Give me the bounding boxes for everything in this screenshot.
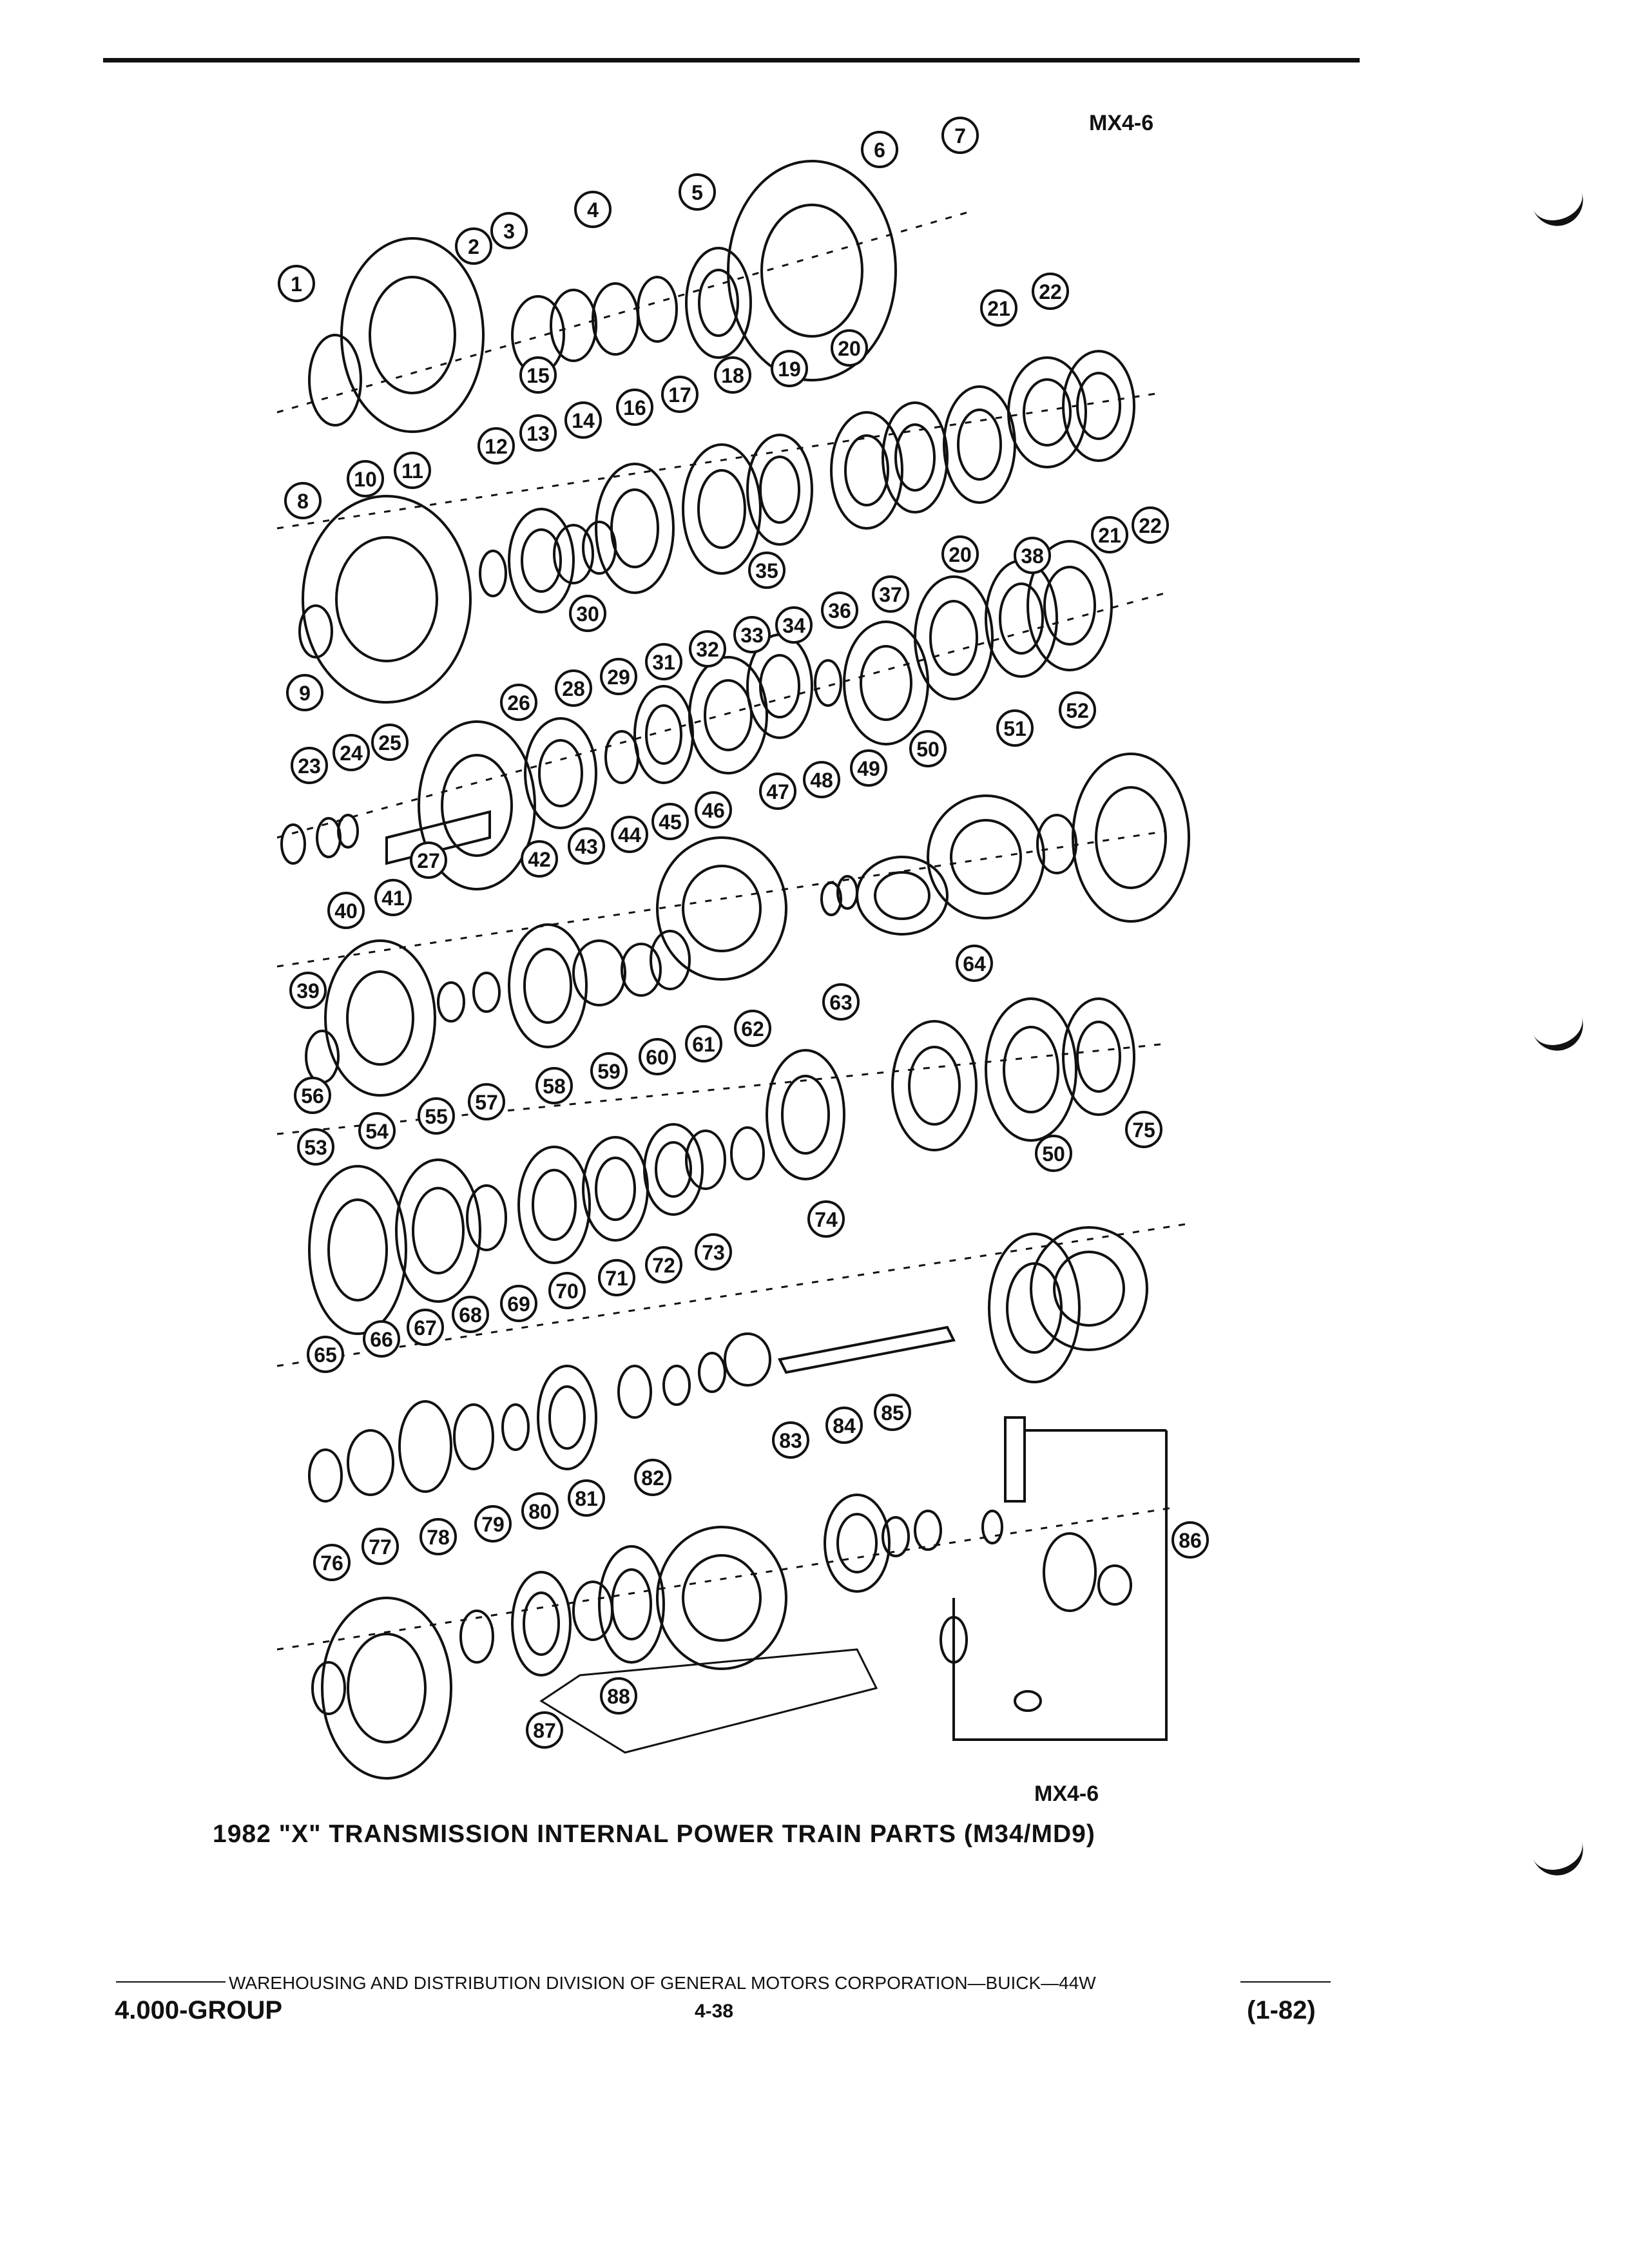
callout-number: 44 (618, 823, 641, 847)
callout-number: 41 (381, 887, 405, 910)
callout-number: 26 (507, 691, 530, 715)
callout-number: 43 (575, 835, 598, 858)
callout-number: 47 (766, 780, 789, 803)
footer-rule-right (1240, 1981, 1331, 1983)
part-bore (1000, 584, 1043, 653)
part-outline (686, 248, 751, 358)
callout-number: 36 (828, 599, 851, 622)
callout-number: 7 (954, 124, 966, 148)
callout-number: 60 (646, 1046, 669, 1069)
part-bore (838, 1514, 876, 1572)
callout-number: 22 (1139, 514, 1162, 537)
revision-date: (1-82) (1247, 1996, 1316, 2024)
part-outline (509, 509, 574, 612)
callout-number: 19 (778, 358, 801, 381)
part-outline (596, 464, 673, 593)
callout-number: 54 (365, 1120, 389, 1143)
callout-number: 55 (425, 1105, 448, 1128)
part-outline (915, 1511, 941, 1550)
part-bore (958, 410, 1001, 479)
part-outline (282, 825, 305, 863)
part-bore (699, 470, 745, 548)
assembly-centerline (277, 213, 967, 412)
part-bore (760, 457, 799, 523)
part-outline (1008, 358, 1086, 467)
callout-number: 22 (1039, 280, 1062, 303)
part-outline (593, 284, 638, 354)
callout-number: 79 (481, 1513, 505, 1536)
part-outline (1044, 1533, 1095, 1611)
callout-number: 64 (963, 952, 986, 975)
callout-number: 40 (334, 899, 358, 923)
page-number: 4-38 (695, 2001, 734, 2022)
callout-number: 33 (740, 624, 764, 647)
part-outline (309, 1166, 406, 1334)
part-outline (512, 1572, 570, 1675)
assembly-centerline (277, 1508, 1173, 1649)
callout-number: 59 (597, 1060, 621, 1083)
callout-number: 56 (301, 1084, 324, 1108)
part-outline (815, 660, 841, 706)
callout-number: 27 (417, 849, 440, 872)
part-outline (983, 1511, 1002, 1543)
part-bore (348, 1634, 425, 1742)
part-bore (1054, 1252, 1124, 1325)
part-outline (638, 277, 677, 341)
part-outline (831, 412, 902, 528)
part-bore (596, 1158, 635, 1220)
callout-number: 84 (833, 1414, 856, 1437)
callout-number: 39 (296, 979, 320, 1003)
part-bore (612, 490, 658, 567)
part-bore (539, 740, 582, 806)
callout-number: 45 (659, 811, 682, 834)
callout-number: 42 (528, 848, 551, 871)
part-outline (309, 1450, 342, 1501)
callout-number: 10 (354, 468, 377, 491)
part-outline (1015, 1691, 1041, 1711)
callout-number: 85 (881, 1401, 904, 1425)
callout-number: 14 (572, 409, 595, 432)
callout-number: 75 (1132, 1119, 1155, 1142)
callout-number: 34 (782, 614, 805, 637)
figure-code-bottom: MX4-6 (1034, 1782, 1099, 1806)
part-bore (329, 1200, 387, 1300)
part-outline (474, 973, 499, 1012)
part-bore (1004, 1027, 1058, 1112)
callout-number: 66 (370, 1328, 393, 1351)
part-bore (1045, 567, 1095, 644)
callout-number: 73 (702, 1241, 725, 1264)
callout-number: 12 (485, 435, 508, 458)
part-outline (538, 1366, 596, 1469)
part-bore (705, 680, 751, 750)
pinion-kit-bracket (541, 1649, 876, 1753)
callout-number: 25 (378, 731, 401, 754)
differential-bracket (954, 1430, 1166, 1740)
part-outline (317, 818, 340, 857)
callout-number: 16 (623, 396, 646, 419)
part-bore (909, 1047, 959, 1124)
output-shaft (780, 1327, 954, 1372)
group-label: 4.000-GROUP (115, 1996, 283, 2024)
part-outline (767, 1050, 844, 1179)
callout-number: 1 (291, 273, 302, 296)
callout-number: 77 (369, 1535, 392, 1559)
part-outline (944, 387, 1015, 503)
callout-number: 5 (691, 181, 703, 204)
part-outline (1073, 754, 1189, 921)
callout-number: 69 (507, 1293, 530, 1316)
callout-number: 83 (779, 1429, 802, 1452)
part-outline (599, 1546, 664, 1662)
callout-number: 9 (299, 682, 311, 705)
part-outline (342, 238, 483, 432)
part-outline (303, 496, 470, 702)
callout-number: 88 (607, 1685, 630, 1708)
callout-number: 81 (575, 1487, 598, 1510)
part-outline (338, 815, 358, 847)
callout-number: 87 (533, 1719, 556, 1742)
part-bore (875, 872, 929, 919)
part-outline (325, 941, 435, 1095)
part-outline (728, 161, 896, 380)
callout-number: 21 (987, 297, 1010, 320)
part-outline (657, 838, 786, 979)
part-outline (844, 622, 928, 744)
part-outline (322, 1598, 451, 1778)
callout-number: 71 (605, 1267, 628, 1290)
part-outline (348, 1430, 393, 1495)
part-outline (892, 1021, 976, 1150)
part-outline (454, 1405, 493, 1469)
part-bore (683, 1555, 760, 1640)
callout-number: 20 (949, 543, 972, 566)
part-bore (861, 646, 911, 720)
callout-number: 80 (528, 1500, 552, 1523)
part-bore (930, 601, 977, 675)
part-outline (747, 435, 812, 544)
part-bore (370, 277, 455, 393)
part-bore (413, 1188, 463, 1273)
part-outline (480, 551, 506, 596)
part-outline (574, 1582, 612, 1640)
callout-number: 24 (340, 742, 363, 765)
footer-rule-left (116, 1981, 226, 1983)
callout-number: 72 (652, 1254, 675, 1277)
part-bore (782, 1076, 829, 1153)
callout-number: 28 (562, 677, 585, 700)
part-outline (438, 983, 464, 1021)
callout-number: 13 (526, 422, 550, 445)
callout-number: 70 (555, 1280, 579, 1303)
callout-number: 32 (696, 638, 719, 661)
callout-number: 53 (304, 1136, 327, 1159)
part-outline (619, 1366, 651, 1418)
part-outline (1031, 1227, 1147, 1350)
assembly-centerline (277, 1044, 1166, 1134)
callout-number: 65 (314, 1343, 337, 1367)
pinion-shaft (1005, 1418, 1025, 1501)
part-bore (533, 1170, 575, 1240)
callout-number: 67 (414, 1316, 437, 1340)
callout-number: 35 (755, 559, 778, 582)
callout-number: 52 (1066, 699, 1089, 722)
callout-number: 37 (879, 583, 902, 606)
callout-number: 58 (543, 1075, 566, 1098)
callout-number: 11 (401, 459, 423, 483)
part-bore (1077, 373, 1120, 439)
part-outline (689, 657, 767, 773)
part-outline (664, 1366, 689, 1405)
callout-number: 49 (857, 757, 880, 780)
callout-number: 61 (692, 1033, 715, 1056)
part-bore (524, 1593, 559, 1655)
part-outline (400, 1401, 451, 1492)
callout-number: 17 (668, 383, 691, 407)
part-outline (606, 731, 638, 783)
part-outline (503, 1405, 528, 1450)
part-outline (309, 335, 361, 425)
part-outline (651, 931, 689, 989)
part-bore (762, 205, 862, 336)
part-outline (635, 686, 693, 783)
publisher-line: WAREHOUSING AND DISTRIBUTION DIVISION OF GENERAL MOTORS CORPORATION—BUICK—44W (229, 1973, 1096, 1993)
callout-number: 38 (1021, 544, 1044, 568)
part-bore (951, 820, 1021, 894)
part-outline (731, 1128, 764, 1179)
callout-number: 50 (1042, 1142, 1065, 1166)
part-outline (583, 1137, 648, 1240)
part-outline (657, 1527, 786, 1669)
part-outline (467, 1186, 506, 1250)
callout-number: 3 (503, 220, 515, 243)
callout-number: 68 (459, 1303, 482, 1327)
part-outline (313, 1662, 345, 1714)
part-bore (550, 1387, 584, 1448)
part-bore (525, 949, 571, 1023)
callout-number: 31 (652, 651, 675, 674)
callout-number: 15 (526, 364, 550, 387)
callout-number: 8 (297, 490, 309, 513)
callout-number: 20 (838, 337, 861, 360)
figure-code-top: MX4-6 (1089, 111, 1154, 135)
part-bore (1096, 787, 1166, 888)
part-outline (574, 941, 625, 1005)
part-outline (644, 1124, 702, 1215)
callout-number: 21 (1098, 524, 1121, 547)
part-bore (656, 1142, 691, 1196)
part-outline (519, 1147, 590, 1263)
part-outline (986, 999, 1076, 1140)
callout-number: 29 (607, 666, 630, 689)
callout-number: 4 (587, 198, 599, 222)
callout-number: 30 (576, 602, 599, 626)
part-outline (699, 1353, 725, 1392)
part-bore (845, 436, 888, 505)
part-outline (825, 1495, 889, 1591)
part-outline (857, 857, 947, 934)
part-outline (551, 290, 596, 361)
part-bore (336, 537, 437, 661)
part-bore (347, 972, 413, 1064)
callout-number: 82 (641, 1466, 664, 1490)
part-bore (612, 1570, 651, 1639)
part-bore (1077, 1022, 1120, 1091)
part-outline (622, 944, 660, 995)
callout-number: 76 (320, 1552, 343, 1575)
part-outline (686, 1131, 725, 1189)
callout-number: 18 (721, 364, 744, 387)
callout-number: 62 (741, 1017, 764, 1041)
callout-number: 57 (475, 1091, 498, 1114)
callout-number: 48 (810, 769, 833, 792)
callout-number: 86 (1179, 1529, 1202, 1552)
callout-number: 51 (1003, 717, 1027, 740)
callout-number: 23 (298, 754, 321, 778)
callout-number: 63 (829, 991, 853, 1014)
callout-number: 46 (702, 799, 725, 822)
part-bore (683, 866, 760, 951)
callout-number: 74 (815, 1208, 838, 1231)
part-outline (725, 1334, 770, 1385)
figure-caption: 1982 "X" TRANSMISSION INTERNAL POWER TRAIN PARTS (M34/MD9) (213, 1820, 1095, 1848)
callout-number: 50 (916, 738, 940, 761)
callout-number: 78 (427, 1526, 450, 1549)
callout-number: 2 (468, 235, 479, 258)
callout-number: 6 (874, 139, 885, 162)
part-outline (928, 796, 1044, 918)
part-outline (1099, 1566, 1131, 1604)
part-outline (883, 403, 947, 512)
